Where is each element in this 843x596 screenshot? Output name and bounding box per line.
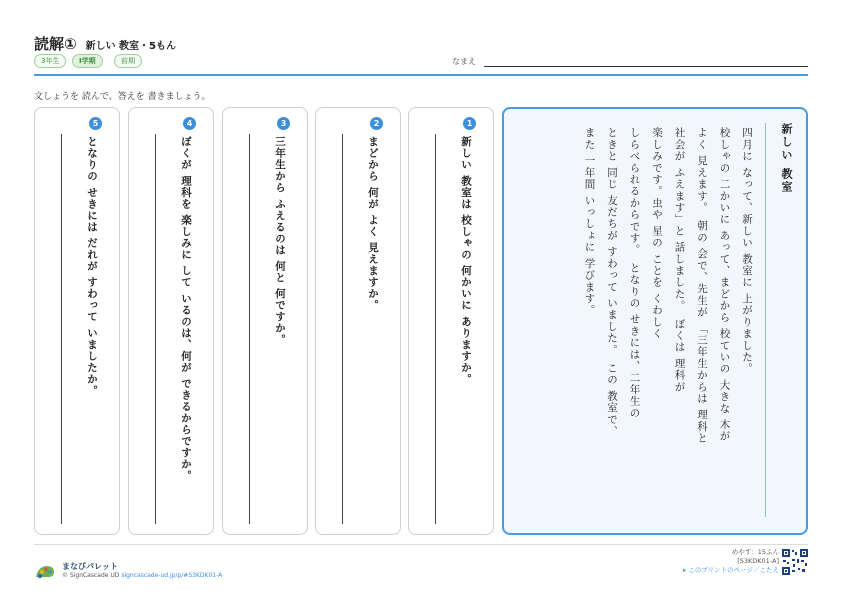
question-card-2 [315,107,401,535]
question-number-badge: 3 [277,117,290,130]
passage-line: 楽しみです。虫や 星の ことを くわしく [651,127,663,340]
passage-line: 校しゃの 二かいに あって、まどから 校ていの 大きな 木が [718,127,731,443]
question-text: まどから 何が よく 見えますか。 [367,136,379,311]
question-number-badge: 5 [89,117,102,130]
footer-url-link[interactable]: signcascade-ud.jp/p/#S3KDK01-A [121,572,223,579]
question-number-badge: 4 [183,117,196,130]
question-text: となりの せきには だれが すわって いましたか。 [86,136,98,397]
passage-line: ときと 同じ 友だちが すわって いました。 この 教室で、 [606,127,618,437]
question-number-badge: 1 [463,117,476,130]
title-main-text: 読解① [34,35,77,53]
question-text: 新しい 教室は 校しゃの 何かいに ありますか。 [460,136,472,385]
passage-line: 社会が ふえます」と 話しました。 ぼくは 理科が [673,127,686,393]
question-card-4 [128,107,214,535]
time-estimate: めやす：15ふん [731,548,779,556]
title-subtitle: 新しい 教室・5もん [85,41,177,52]
passage-line: よく 見えます。 朝の 会で、先生が 「三年生からは 理科と [696,127,708,445]
passage-line: 四月に なって、新しい 教室に 上がりました。 [741,127,753,375]
question-card-1 [408,107,494,535]
answer-line[interactable] [342,134,343,524]
tag-period: 前期 [114,54,142,68]
passage-line: また 一年間 いっしょに 学びます。 [583,127,596,317]
answer-line[interactable] [435,134,436,524]
name-field[interactable] [484,66,808,67]
brand-name: まなびパレット [62,562,118,571]
answer-page-link[interactable]: ▸ このプリントのページ／こたえ [683,566,779,574]
reading-passage [502,107,808,535]
answer-line[interactable] [249,134,250,524]
question-number-badge: 2 [370,117,383,130]
header-divider [34,74,808,76]
passage-body [578,127,758,519]
passage-divider [765,123,766,517]
answer-line[interactable] [155,134,156,524]
tag-grade: 3年生 [34,54,66,68]
question-card-3 [222,107,308,535]
copyright-line [62,572,222,579]
footer-meta [683,548,779,575]
passage-title: 新しい 教室 [780,123,793,194]
worksheet-title [34,33,176,54]
qr-code-icon[interactable] [782,549,808,575]
worksheet-code: [S3KDK01-A] [737,557,779,565]
question-text: ぼくが 理科を 楽しみに して いるのは、何が できるからですか。 [180,136,192,482]
palette-logo-icon [34,563,56,579]
instruction-text: 文しょうを 読んで、答えを 書きましょう。 [34,92,211,102]
passage-line: しらべられるからです。 となりの せきには、二年生の [628,127,641,419]
name-label: なまえ [452,57,476,66]
question-card-5 [34,107,120,535]
question-text: 三年生から ふえるのは 何と 何ですか。 [274,136,286,346]
footer-divider [34,544,808,545]
tag-term: I学期 [72,54,103,68]
copyright-text: © SignCascade UD [62,572,120,579]
answer-line[interactable] [61,134,62,524]
